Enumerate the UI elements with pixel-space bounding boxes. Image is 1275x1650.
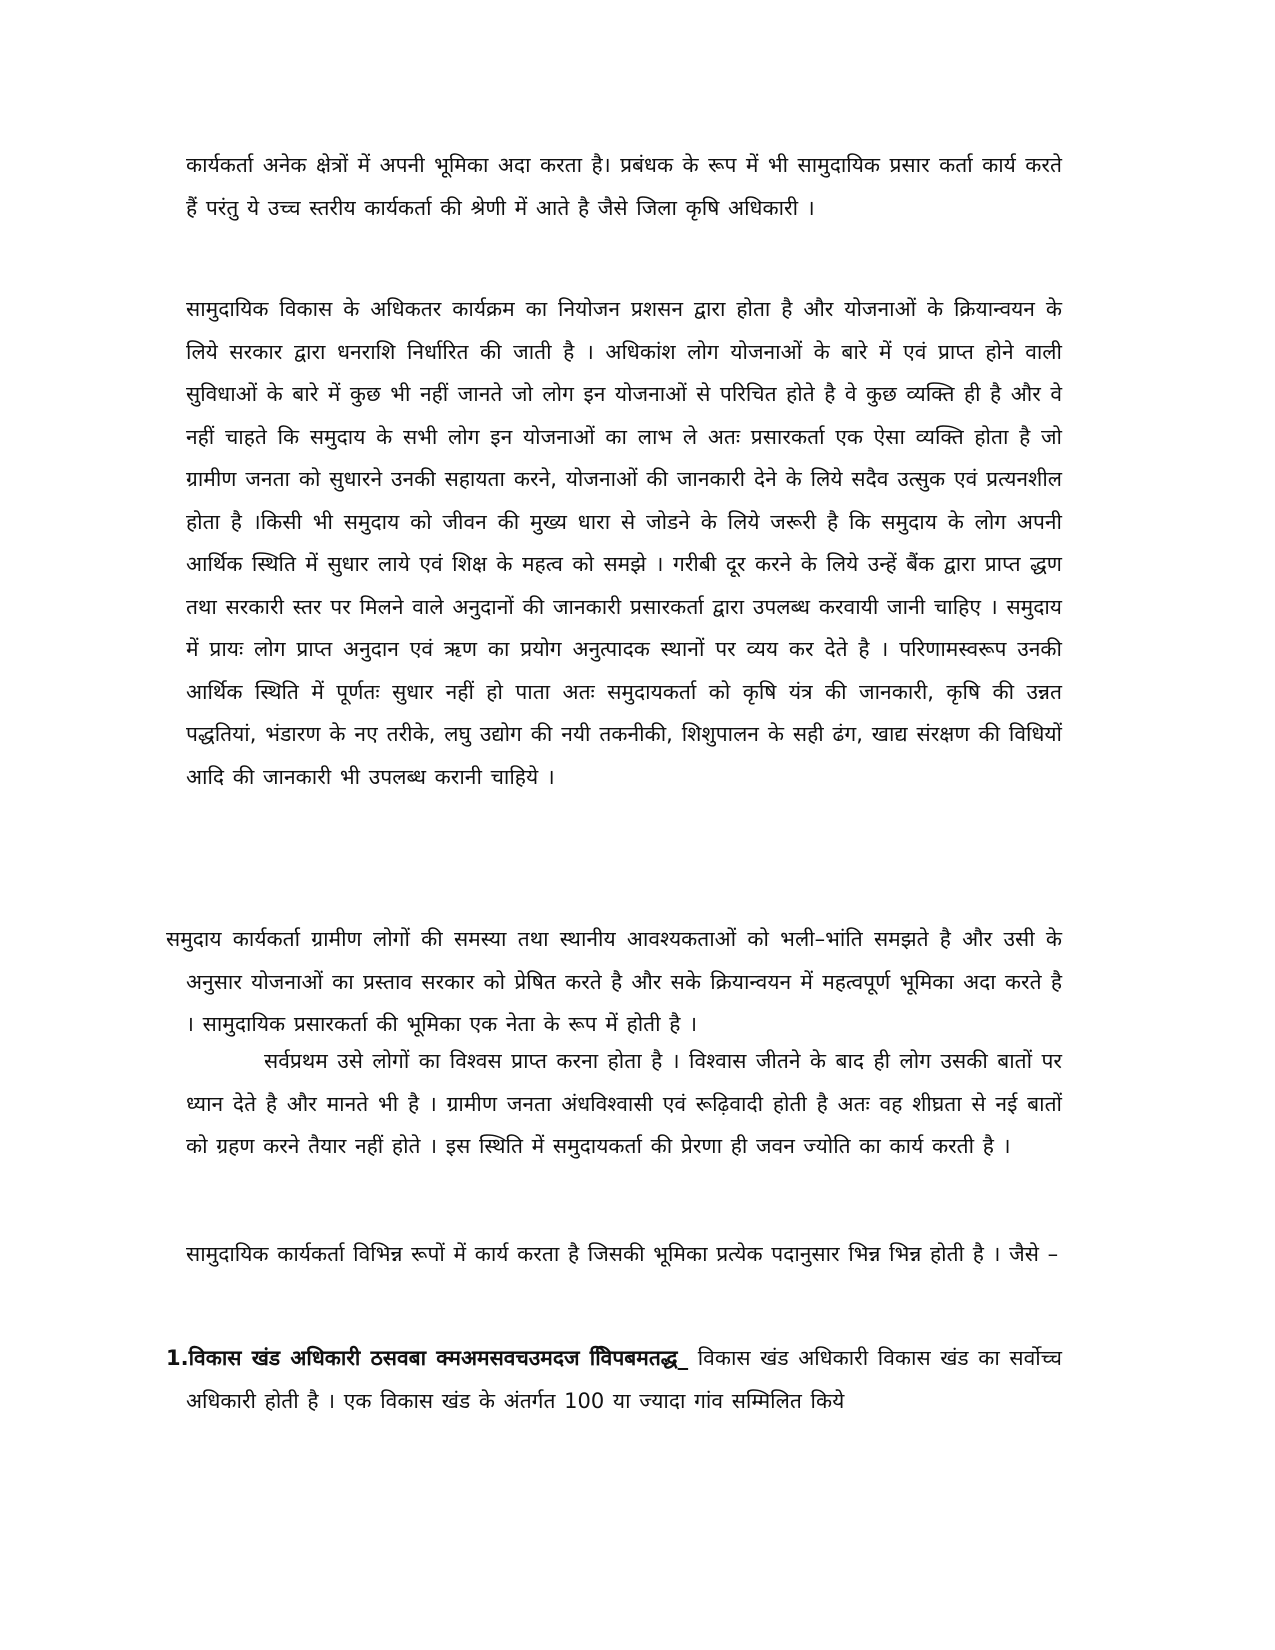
paragraph-4-text: सर्वप्रथम उसे लोगों का विश्वस प्राप्त करना होता है । विश्वास जीतने के बाद ही लोग उसकी बातों पर ध्यान देते है और मानते भी है । ग्रामीण जनता अंधविश्वासी एवं रूढ़िवादी होती है अतः वह शीघ्रता से नई बातों को ग्रहण करने तैयार नहीं होते । इस स्थिति में समुदायकर्ता की प्रेरणा ही जवन ज्योति का कार्य करती है । bbox=[186, 1049, 1062, 1158]
list-item-1 bbox=[166, 1337, 1062, 1422]
paragraph-3 bbox=[166, 918, 1062, 1046]
paragraph-2: सामुदायिक विकास के अधिकतर कार्यक्रम का नियोजन प्रशसन द्वारा होता है और योजनाओं के क्रियान्वयन के लिये सरकार द्वारा धनराशि निर्धारित की जाती है । अधिकांश लोग योजनाओं के बारे में एवं प्राप्त होने वाली सुविधाओं के बारे में कुछ भी नहीं जानते जो लोग इन योजनाओं से परिचित होते है वे कुछ व्यक्ति ही है और वे नहीं चाहते कि समुदाय के सभी लोग इन योजनाओं का लाभ ले अतः प्रसारकर्ता एक ऐसा व्यक्ति होता है जो ग्रामीण जनता को सुधारने उनकी सहायता करने, योजनाओं की जानकारी देने के लिये सदैव उत्सुक एवं प्रत्यनशील होता है ।किसी भी समुदाय को जीवन की मुख्य धारा से जोडने के लिये जरूरी है कि समुदाय के लोग अपनी आर्थिक स्थिति में सुधार लाये एवं शिक्ष के महत्व को समझे । गरीबी दूर करने के लिये उन्हें बैंक द्वारा प्राप्त द्धण तथा सरकारी स्तर पर मिलने वाले अनुदानों की जानकारी प्रसारकर्ता द्वारा उपलब्ध करवायी जानी चाहिए । समुदाय में प्रायः लोग प्राप्त अनुदान एवं ऋण का प्रयोग अनुत्पादक स्थानों पर व्यय कर देते है । परिणामस्वरूप उनकी आर्थिक स्थिति में पूर्णतः सुधार नहीं हो पाता अतः समुदायकर्ता को कृषि यंत्र की जानकारी, कृषि की उन्नत पद्धतियां, भंडारण के नए तरीके, लघु उद्योग की नयी तकनीकी, शिशुपालन के सही ढंग, खाद्य संरक्षण की विधियों आदि की जानकारी भी उपलब्ध करानी चाहिये । bbox=[186, 297, 1062, 789]
paragraph-1: कार्यकर्ता अनेक क्षेत्रों में अपनी भूमिका अदा करता है। प्रबंधक के रूप में भी सामुदायिक प्रसार कर्ता कार्य करते हैं परंतु ये उच्च स्तरीय कार्यकर्ता की श्रेणी में आते है जैसे जिला कृषि अधिकारी । bbox=[186, 153, 1062, 220]
paragraph-3-text: समुदाय कार्यकर्ता ग्रामीण लोगों की समस्या तथा स्थानीय आवश्यकताओं को भली–भांति समझते है और उसी के अनुसार योजनाओं का प्रस्ताव सरकार को प्रेषित करते है और सके क्रियान्वयन में महत्वपूर्ण भूमिका अदा करते है । सामुदायिक प्रसारकर्ता की भूमिका एक नेता के रूप में होती है । bbox=[166, 927, 1062, 1036]
list-item-number: 1. bbox=[166, 1346, 189, 1370]
list-item-text: विकास खंड अधिकारी विकास खंड का सर्वोच्च अधिकारी होती है । एक विकास खंड के अंतर्गत 100 या ज्यादा गांव सम्मिलित किये bbox=[186, 1346, 1062, 1413]
list-item-heading: विकास खंड अधिकारी ठसवबा क्मअमसवचउमदज वििपबमतद्ध_ bbox=[188, 1346, 689, 1370]
paragraph-4 bbox=[186, 1040, 1062, 1168]
paragraph-5: सामुदायिक कार्यकर्ता विभिन्न रूपों में कार्य करता है जिसकी भूमिका प्रत्येक पदानुसार भिन्न भिन्न होती है । जैसे – bbox=[186, 1242, 1059, 1266]
